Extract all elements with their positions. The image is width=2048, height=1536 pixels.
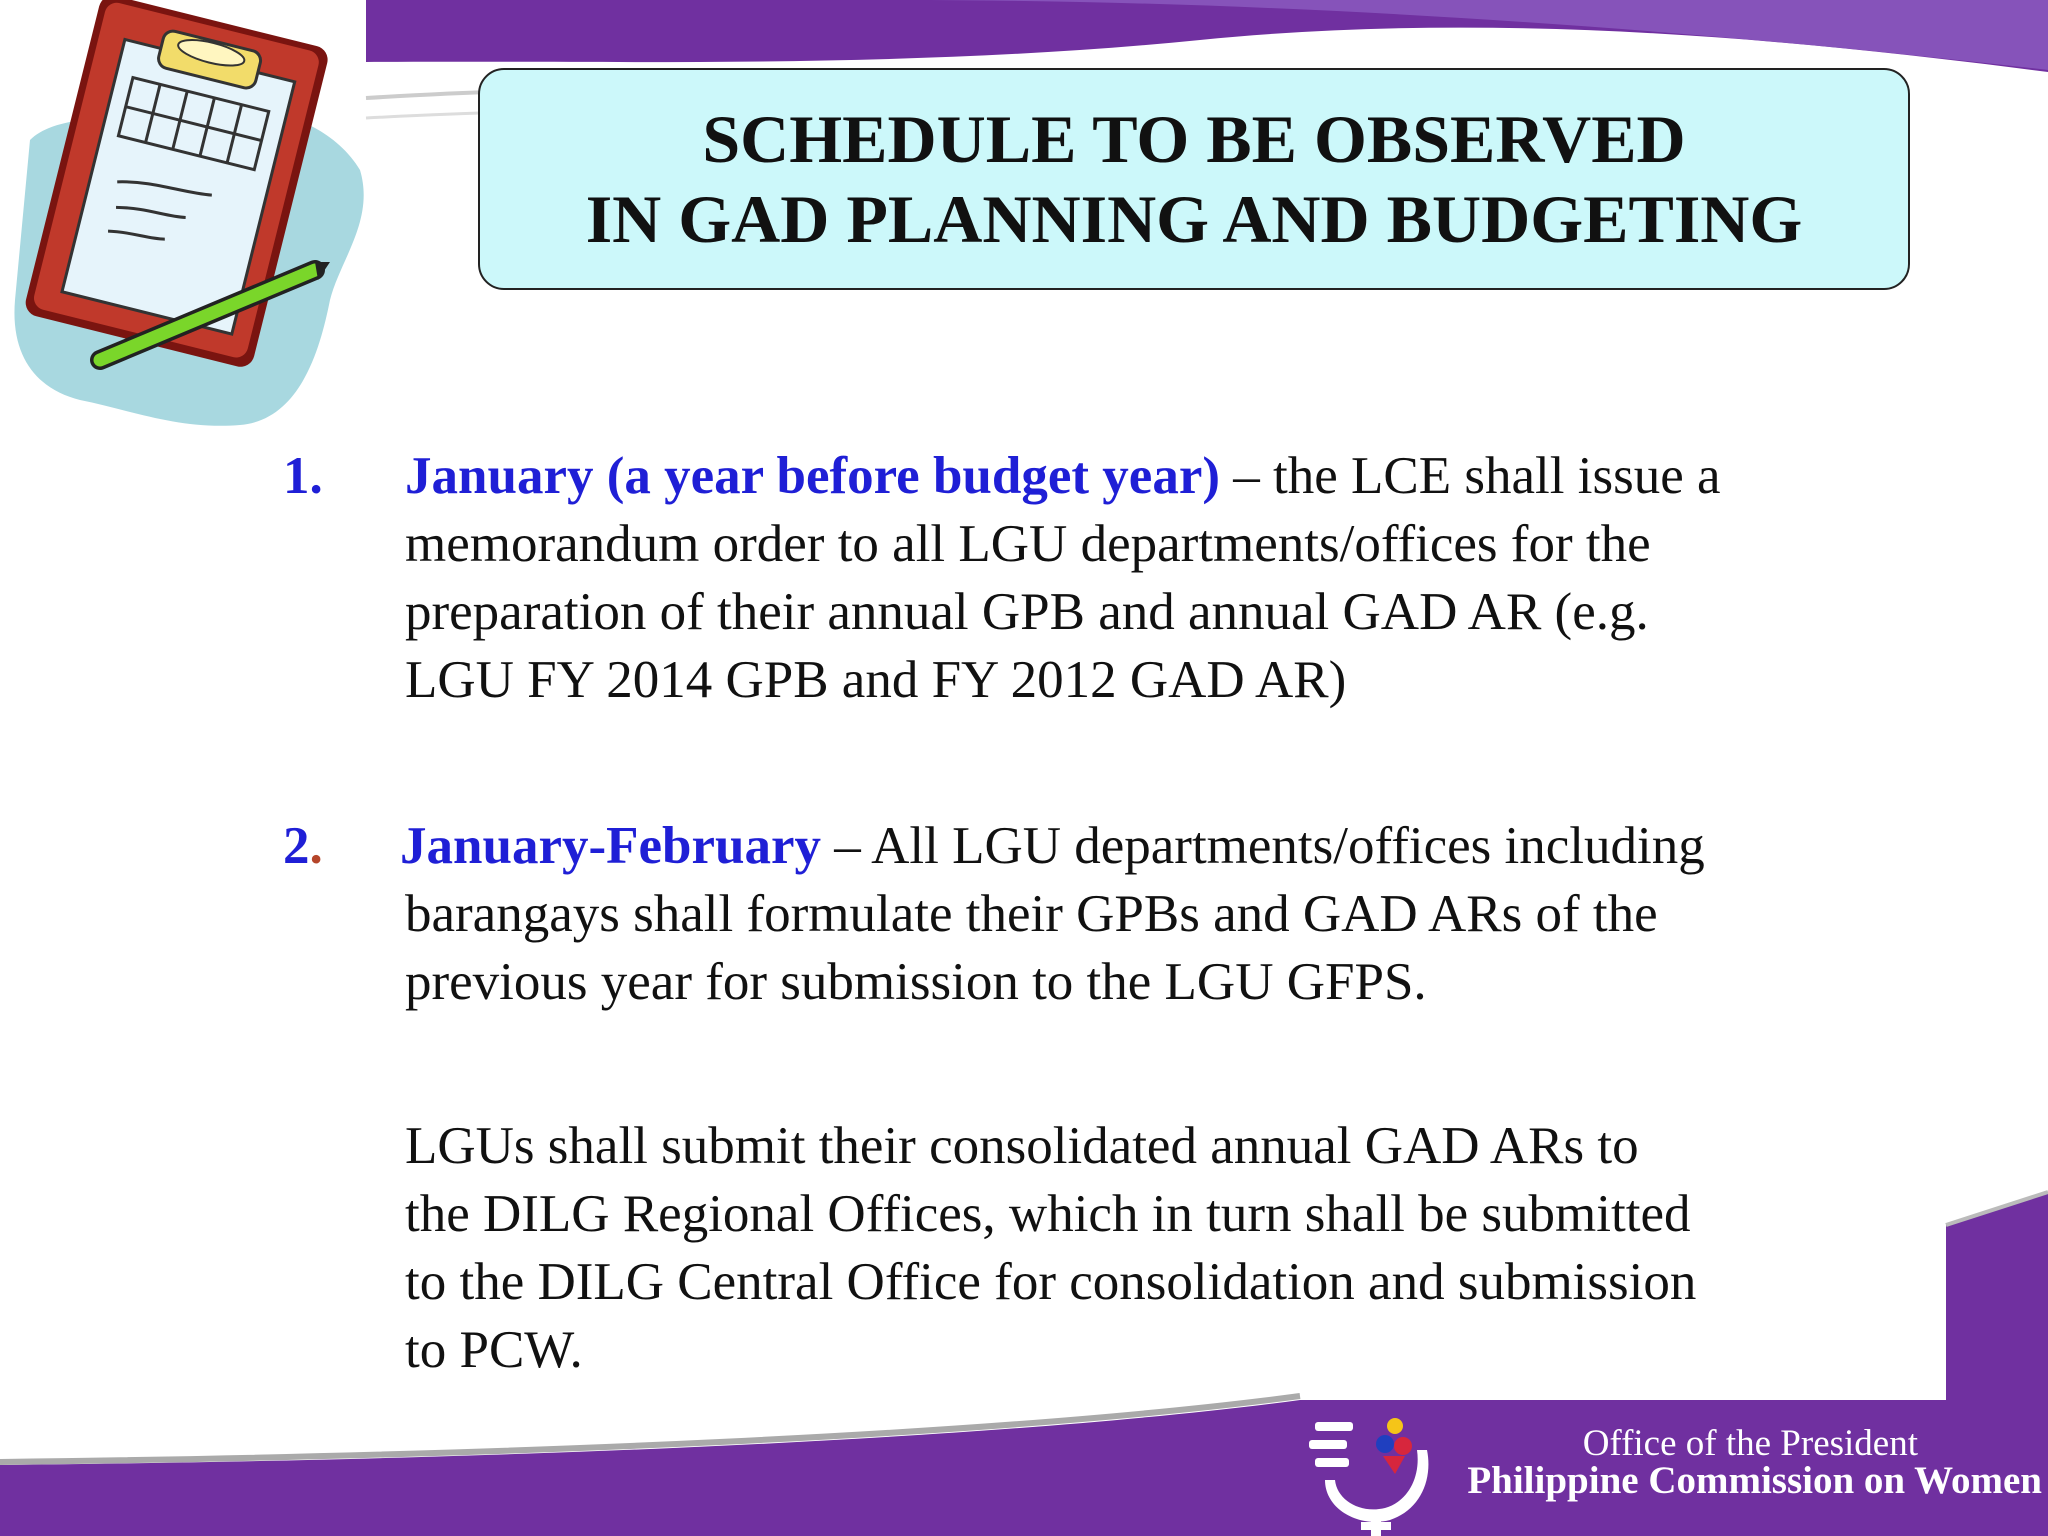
item-2-number-digit: 2 (283, 817, 310, 875)
pcw-logo-icon (1305, 1410, 1445, 1536)
title-line-1: SCHEDULE TO BE OBSERVED (702, 101, 1686, 177)
item-2-line2: barangays shall formulate their GPBs and GAD ARs of the (405, 885, 1658, 943)
note-line2: the DILG Regional Offices, which in turn shall be submitted (405, 1185, 1691, 1243)
item-1-line3: preparation of their annual GPB and annual GAD AR (e.g. (405, 583, 1649, 641)
item-1-date: January (a year before budget year) (405, 447, 1221, 505)
item-1-line1: – the LCE shall issue a (1220, 447, 1721, 505)
title-box (478, 68, 1910, 290)
note-line1: LGUs shall submit their consolidated annual GAD ARs to (405, 1117, 1639, 1175)
footer-office: Office of the President (1582, 1423, 1918, 1464)
title-line-2: IN GAD PLANNING AND BUDGETING (585, 181, 1803, 257)
item-1-line2: memorandum order to all LGU departments/offices for the (405, 515, 1651, 573)
note-line3: to the DILG Central Office for consolidation and submission (405, 1253, 1697, 1311)
item-2-number-dot: . (309, 817, 323, 875)
clipboard-icon (0, 0, 370, 430)
item-2 (400, 812, 1940, 1016)
item-2-number (283, 812, 323, 880)
item-2-date: January-February (400, 817, 822, 875)
item-1-line4: LGU FY 2014 GPB and FY 2012 GAD AR) (405, 651, 1347, 709)
footer-organization: Philippine Commission on Women (1467, 1459, 2042, 1502)
item-1 (405, 442, 1945, 714)
note-paragraph (405, 1112, 1945, 1384)
item-2-line1: – All LGU departments/offices including (821, 817, 1705, 875)
item-1-number: 1. (283, 447, 323, 505)
item-2-line3: previous year for submission to the LGU GFPS. (405, 953, 1427, 1011)
note-line4: to PCW. (405, 1321, 583, 1379)
